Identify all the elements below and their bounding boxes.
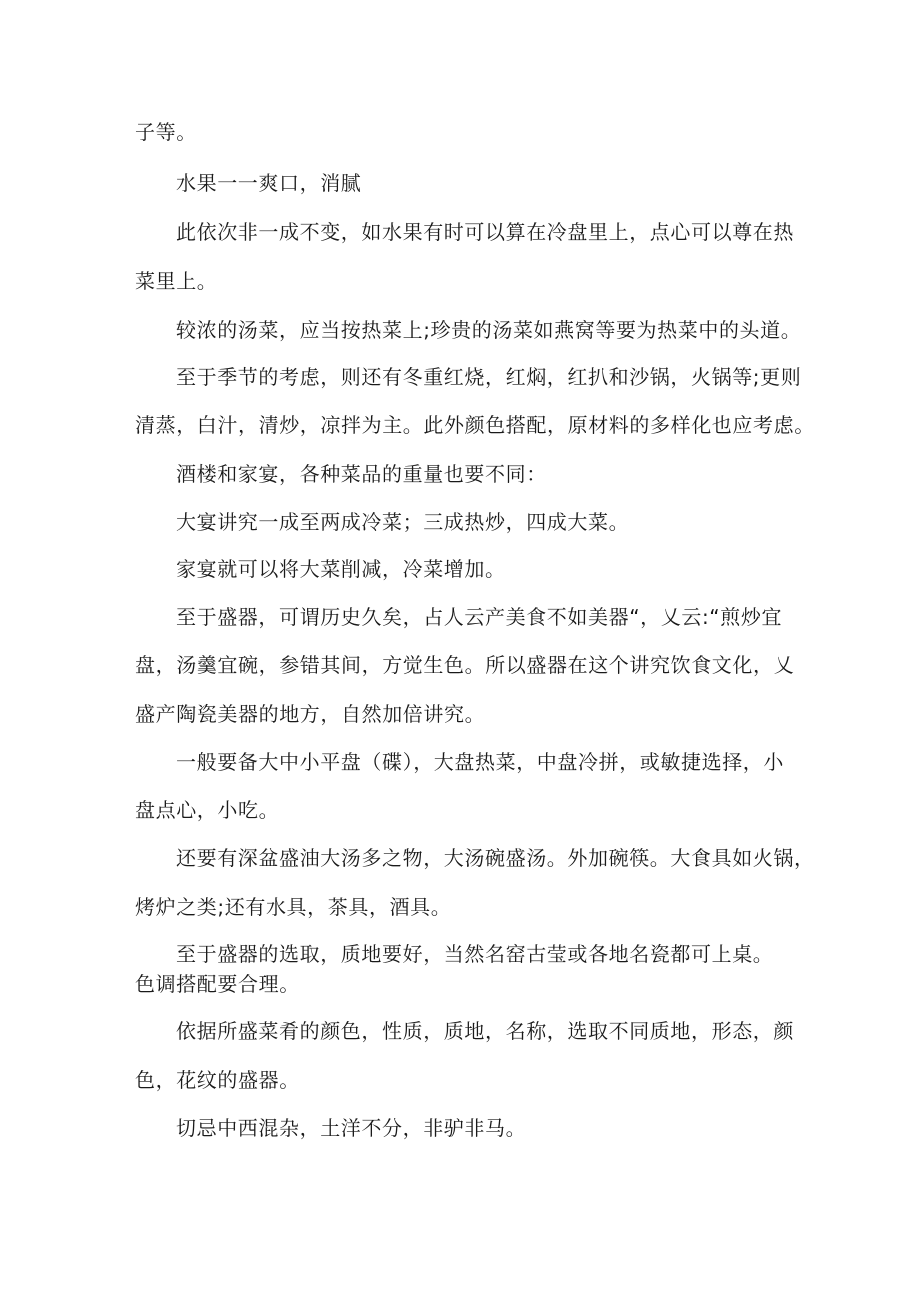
text-line: 此依次非一成不变，如水果有时可以算在冷盘里上，点心可以尊在热 [176, 220, 794, 244]
text-line: 清蒸，白汁，清炒，凉拌为主。此外颜色搭配，原材料的多样化也应考虑。 [135, 413, 815, 437]
text-line: 还要有深盆盛油大汤多之物，大汤碗盛汤。外加碗筷。大食具如火锅， [176, 846, 815, 870]
text-line: 至于季节的考虑，则还有冬重红烧，红焖，红扒和沙锅，火锅等;更则 [176, 365, 802, 389]
text-line: 切忌中西混杂，土洋不分，非驴非马。 [176, 1116, 527, 1140]
text-line: 酒楼和家宴，各种菜品的重量也要不同： [176, 462, 547, 486]
text-line: 烤炉之类;还有水具，茶具，酒具。 [135, 895, 452, 919]
text-line: 较浓的汤菜，应当按热菜上;珍贵的汤菜如燕窝等要为热菜中的头道。 [176, 318, 802, 342]
text-line: 一般要备大中小平盘（碟），大盘热菜，中盘冷拼，或敏捷选择，小 [176, 750, 784, 774]
text-line: 色，花纹的盛器。 [135, 1068, 300, 1092]
text-line: 水果一一爽口，消腻 [176, 171, 362, 195]
text-line: 盘点心，小吃。 [135, 798, 280, 822]
text-line: 大宴讲究一成至两成冷菜；三成热炒，四成大菜。 [176, 510, 630, 534]
text-line: 家宴就可以将大菜削减，冷菜增加。 [176, 557, 506, 581]
text-line: 子等。 [135, 120, 197, 144]
text-line: 盘，汤羹宜碗，参错其间，方觉生色。所以盛器在这个讲究饮食文化，乂 [135, 653, 795, 677]
text-line: 至于盛器，可谓历史久矣，占人云产美食不如美器“，乂云:“煎炒宜 [176, 605, 783, 629]
text-line: 盛产陶瓷美器的地方，自然加倍讲究。 [135, 702, 486, 726]
text-line: 色调搭配要合理。 [135, 972, 300, 996]
text-line: 依据所盛菜肴的颜色，性质，质地，名称，选取不同质地，形态，颜 [176, 1019, 794, 1043]
text-line: 至于盛器的选取，质地要好，当然名窑古莹或各地名瓷都可上桌。 [176, 942, 774, 966]
text-line: 菜里上。 [135, 269, 218, 293]
